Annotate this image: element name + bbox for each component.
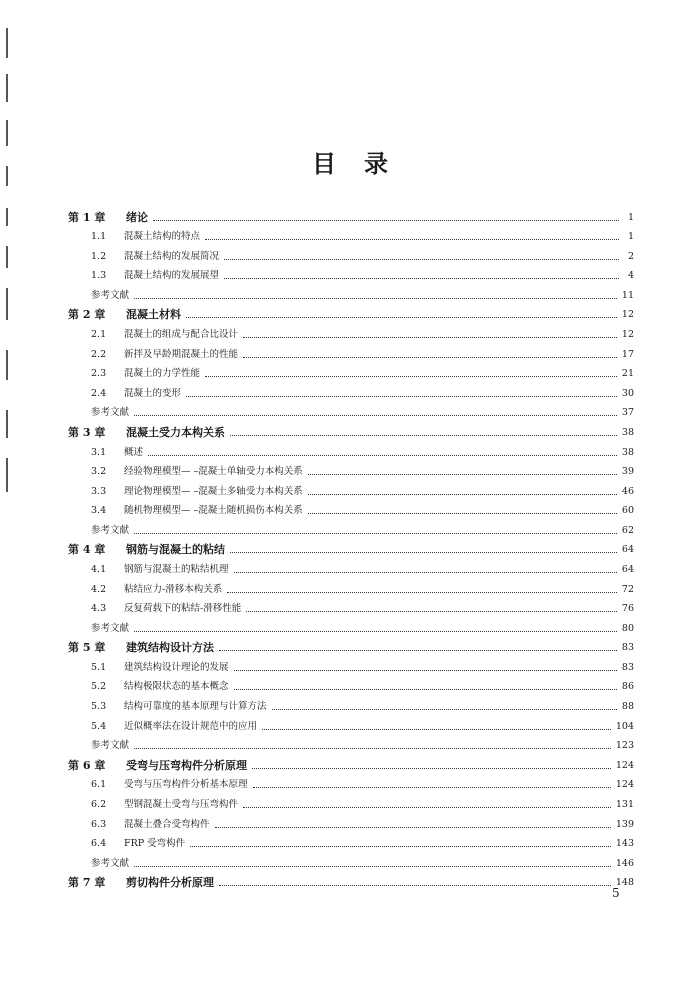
entry-number: 4.1 bbox=[91, 563, 107, 575]
dot-leader bbox=[308, 513, 617, 514]
entry-number: 2.2 bbox=[91, 348, 107, 360]
entry-title: 理论物理模型— –混凝土多轴受力本构关系 bbox=[124, 485, 303, 497]
entry-page-number: 39 bbox=[621, 466, 634, 478]
entry-number: 第 3 章 bbox=[68, 425, 106, 439]
entry-page-number: 80 bbox=[621, 622, 634, 634]
toc-section-entry[interactable] bbox=[68, 595, 634, 615]
dot-leader bbox=[186, 396, 617, 397]
page-number: 5 bbox=[612, 886, 620, 900]
dot-leader bbox=[153, 220, 619, 221]
entry-number: 3.3 bbox=[91, 485, 107, 497]
dot-leader bbox=[227, 592, 617, 593]
toc-section-entry[interactable] bbox=[68, 281, 634, 301]
entry-title: 混凝土叠合受弯构件 bbox=[124, 818, 210, 830]
entry-page-number: 88 bbox=[621, 701, 634, 713]
toc-section-entry[interactable] bbox=[68, 771, 634, 791]
toc-section-entry[interactable] bbox=[68, 830, 634, 850]
entry-title: 混凝土的变形 bbox=[124, 387, 182, 399]
entry-number: 6.3 bbox=[91, 818, 107, 830]
toc-section-entry[interactable] bbox=[68, 242, 634, 262]
entry-page-number: 12 bbox=[621, 309, 634, 321]
toc-section-entry[interactable] bbox=[68, 223, 634, 243]
entry-page-number: 64 bbox=[621, 563, 634, 575]
toc-section-entry[interactable] bbox=[68, 360, 634, 380]
toc-section-entry[interactable] bbox=[68, 712, 634, 732]
entry-page-number: 148 bbox=[615, 877, 634, 889]
toc-section-entry[interactable] bbox=[68, 692, 634, 712]
entry-number: 6.4 bbox=[91, 838, 107, 850]
dot-leader bbox=[205, 239, 619, 240]
dot-leader bbox=[230, 435, 617, 436]
entry-page-number: 30 bbox=[621, 387, 634, 399]
entry-page-number: 4 bbox=[627, 270, 634, 282]
entry-page-number: 64 bbox=[621, 544, 634, 556]
dot-leader bbox=[308, 494, 617, 495]
entry-page-number: 86 bbox=[621, 681, 634, 693]
entry-page-number: 1 bbox=[627, 211, 634, 223]
entry-number: 6.2 bbox=[91, 798, 107, 810]
entry-page-number: 139 bbox=[615, 818, 634, 830]
entry-page-number: 72 bbox=[621, 583, 634, 595]
toc-section-entry[interactable] bbox=[68, 399, 634, 419]
toc-chapter-entry[interactable] bbox=[68, 634, 634, 654]
entry-page-number: 123 bbox=[615, 740, 634, 752]
entry-title: 剪切构件分析原理 bbox=[126, 876, 214, 890]
entry-title: 绪论 bbox=[126, 210, 148, 224]
entry-title: 参考文献 bbox=[91, 407, 130, 419]
entry-page-number: 124 bbox=[615, 779, 634, 791]
entry-page-number: 37 bbox=[621, 407, 634, 419]
dot-leader bbox=[243, 337, 617, 338]
entry-page-number: 17 bbox=[621, 348, 634, 360]
entry-page-number: 12 bbox=[621, 329, 634, 341]
entry-page-number: 38 bbox=[621, 446, 634, 458]
entry-page-number: 21 bbox=[621, 368, 634, 380]
toc-chapter-entry[interactable] bbox=[68, 751, 634, 771]
toc-section-entry[interactable] bbox=[68, 458, 634, 478]
scan-mark bbox=[6, 246, 8, 268]
entry-title: 混凝土结构的发展展望 bbox=[124, 270, 220, 282]
toc-section-entry[interactable] bbox=[68, 732, 634, 752]
entry-title: 混凝土的力学性能 bbox=[124, 368, 201, 380]
entry-title: 混凝土结构的特点 bbox=[124, 231, 201, 243]
entry-number: 5.1 bbox=[91, 661, 107, 673]
scan-mark bbox=[6, 120, 8, 146]
entry-title: 混凝土受力本构关系 bbox=[126, 425, 225, 439]
table-of-contents bbox=[68, 203, 634, 888]
dot-leader bbox=[134, 748, 611, 749]
entry-number: 第 1 章 bbox=[68, 210, 106, 224]
entry-page-number: 131 bbox=[615, 798, 634, 810]
toc-chapter-entry[interactable] bbox=[68, 301, 634, 321]
entry-title: 反复荷载下的粘结-滑移性能 bbox=[124, 603, 242, 615]
entry-title: 建筑结构设计理论的发展 bbox=[124, 661, 229, 673]
entry-title: 参考文献 bbox=[91, 289, 130, 301]
toc-section-entry[interactable] bbox=[68, 477, 634, 497]
entry-title: 经验物理模型— –混凝土单轴受力本构关系 bbox=[124, 466, 303, 478]
entry-number: 2.1 bbox=[91, 329, 107, 341]
dot-leader bbox=[234, 689, 617, 690]
dot-leader bbox=[134, 866, 611, 867]
dot-leader bbox=[186, 317, 617, 318]
entry-title: 参考文献 bbox=[91, 524, 130, 536]
entry-title: 概述 bbox=[124, 446, 144, 458]
entry-page-number: 1 bbox=[627, 231, 634, 243]
dot-leader bbox=[224, 278, 619, 279]
entry-number: 5.3 bbox=[91, 701, 107, 713]
entry-page-number: 62 bbox=[621, 524, 634, 536]
entry-number: 第 6 章 bbox=[68, 758, 106, 772]
entry-page-number: 38 bbox=[621, 426, 634, 438]
dot-leader bbox=[262, 729, 611, 730]
toc-chapter-entry[interactable] bbox=[68, 203, 634, 223]
entry-page-number: 124 bbox=[615, 759, 634, 771]
dot-leader bbox=[230, 552, 617, 553]
entry-number: 1.1 bbox=[91, 231, 107, 243]
dot-leader bbox=[190, 846, 611, 847]
dot-leader bbox=[134, 415, 617, 416]
entry-number: 第 7 章 bbox=[68, 876, 106, 890]
scan-mark bbox=[6, 288, 8, 320]
entry-number: 3.4 bbox=[91, 505, 107, 517]
entry-number: 第 5 章 bbox=[68, 641, 106, 655]
toc-section-entry[interactable] bbox=[68, 497, 634, 517]
entry-page-number: 46 bbox=[621, 485, 634, 497]
scan-mark bbox=[6, 458, 8, 492]
dot-leader bbox=[253, 787, 611, 788]
dot-leader bbox=[252, 768, 611, 769]
toc-section-entry[interactable] bbox=[68, 849, 634, 869]
entry-title: 参考文献 bbox=[91, 740, 130, 752]
dot-leader bbox=[308, 474, 617, 475]
dot-leader bbox=[234, 670, 617, 671]
entry-number: 4.2 bbox=[91, 583, 107, 595]
toc-section-entry[interactable] bbox=[68, 555, 634, 575]
entry-number: 第 4 章 bbox=[68, 543, 106, 557]
entry-title: 混凝土的组成与配合比设计 bbox=[124, 329, 239, 341]
entry-page-number: 83 bbox=[621, 642, 634, 654]
toc-section-entry[interactable] bbox=[68, 262, 634, 282]
entry-title: 参考文献 bbox=[91, 857, 130, 869]
toc-section-entry[interactable] bbox=[68, 438, 634, 458]
dot-leader bbox=[219, 650, 617, 651]
entry-title: 混凝土结构的发展简况 bbox=[124, 250, 220, 262]
entry-number: 4.3 bbox=[91, 603, 107, 615]
entry-page-number: 143 bbox=[615, 838, 634, 850]
entry-title: 受弯与压弯构件分析原理 bbox=[126, 758, 247, 772]
entry-number: 1.2 bbox=[91, 250, 107, 262]
entry-title: 参考文献 bbox=[91, 622, 130, 634]
entry-page-number: 76 bbox=[621, 603, 634, 615]
entry-number: 6.1 bbox=[91, 779, 107, 791]
entry-number: 2.3 bbox=[91, 368, 107, 380]
toc-section-entry[interactable] bbox=[68, 340, 634, 360]
entry-title: 结构极限状态的基本概念 bbox=[124, 681, 229, 693]
entry-title: FRP 受弯构件 bbox=[124, 838, 186, 850]
scan-mark bbox=[6, 28, 8, 58]
dot-leader bbox=[134, 631, 617, 632]
entry-number: 第 2 章 bbox=[68, 308, 106, 322]
dot-leader bbox=[134, 533, 617, 534]
entry-page-number: 2 bbox=[627, 250, 634, 262]
entry-number: 5.2 bbox=[91, 681, 107, 693]
dot-leader bbox=[205, 376, 617, 377]
dot-leader bbox=[246, 611, 617, 612]
toc-section-entry[interactable] bbox=[68, 516, 634, 536]
toc-section-entry[interactable] bbox=[68, 810, 634, 830]
dot-leader bbox=[219, 885, 611, 886]
entry-page-number: 11 bbox=[621, 289, 634, 301]
scan-mark bbox=[6, 74, 8, 102]
entry-title: 型钢混凝土受弯与压弯构件 bbox=[124, 798, 239, 810]
entry-title: 近似概率法在设计规范中的应用 bbox=[124, 720, 258, 732]
scan-mark bbox=[6, 410, 8, 438]
toc-section-entry[interactable] bbox=[68, 379, 634, 399]
entry-title: 随机物理模型— –混凝土随机损伤本构关系 bbox=[124, 505, 303, 517]
entry-number: 3.1 bbox=[91, 446, 107, 458]
entry-title: 建筑结构设计方法 bbox=[126, 641, 214, 655]
dot-leader bbox=[272, 709, 617, 710]
toc-chapter-entry[interactable] bbox=[68, 536, 634, 556]
dot-leader bbox=[224, 259, 619, 260]
toc-section-entry[interactable] bbox=[68, 790, 634, 810]
entry-title: 结构可靠度的基本原理与计算方法 bbox=[124, 701, 267, 713]
toc-chapter-entry[interactable] bbox=[68, 869, 634, 889]
toc-section-entry[interactable] bbox=[68, 320, 634, 340]
dot-leader bbox=[148, 455, 617, 456]
toc-section-entry[interactable] bbox=[68, 614, 634, 634]
page-title: 目录 bbox=[312, 149, 416, 178]
entry-title: 受弯与压弯构件分析基本原理 bbox=[124, 779, 248, 791]
entry-title: 新拌及早龄期混凝土的性能 bbox=[124, 348, 239, 360]
dot-leader bbox=[243, 807, 611, 808]
entry-page-number: 146 bbox=[615, 857, 634, 869]
dot-leader bbox=[134, 298, 617, 299]
toc-section-entry[interactable] bbox=[68, 575, 634, 595]
dot-leader bbox=[243, 357, 617, 358]
toc-section-entry[interactable] bbox=[68, 673, 634, 693]
entry-title: 混凝土材料 bbox=[126, 308, 181, 322]
entry-page-number: 104 bbox=[615, 720, 634, 732]
toc-section-entry[interactable] bbox=[68, 653, 634, 673]
dot-leader bbox=[234, 572, 617, 573]
entry-title: 钢筋与混凝土的粘结 bbox=[126, 543, 225, 557]
entry-page-number: 83 bbox=[621, 661, 634, 673]
toc-chapter-entry[interactable] bbox=[68, 418, 634, 438]
entry-number: 3.2 bbox=[91, 466, 107, 478]
entry-number: 2.4 bbox=[91, 387, 107, 399]
entry-number: 1.3 bbox=[91, 270, 107, 282]
entry-title: 粘结应力-滑移本构关系 bbox=[124, 583, 223, 595]
scan-mark bbox=[6, 208, 8, 226]
dot-leader bbox=[215, 827, 611, 828]
entry-title: 钢筋与混凝土的粘结机理 bbox=[124, 563, 229, 575]
entry-page-number: 60 bbox=[621, 505, 634, 517]
entry-number: 5.4 bbox=[91, 720, 107, 732]
scan-mark bbox=[6, 350, 8, 380]
